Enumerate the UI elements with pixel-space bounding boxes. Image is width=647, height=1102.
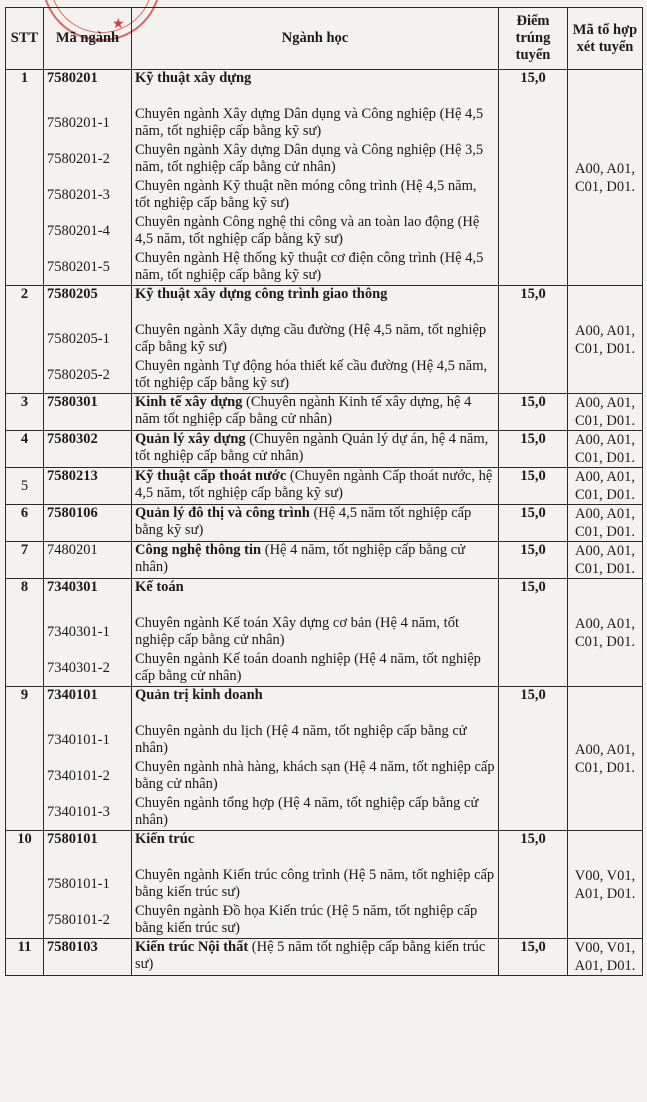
sub-major: Chuyên ngành Tự động hóa thiết kế cầu đường (Hệ 4,5 năm, tốt nghiệp cấp bằng kỹ sư) [132, 358, 499, 394]
major-title: Kiến trúc Nội thất [135, 939, 249, 955]
row-score: 15,0 [499, 70, 568, 286]
header-major: Ngành học [132, 8, 499, 70]
row-score: 15,0 [499, 542, 568, 579]
sub-major: Chuyên ngành nhà hàng, khách sạn (Hệ 4 năm, tốt nghiệp cấp bằng cử nhân) [132, 759, 499, 795]
major-title: Quản lý đô thị và công trình [135, 505, 310, 521]
sub-code: 7580101-2 [44, 903, 132, 939]
header-combo: Mã tổ hợp xét tuyển [568, 8, 643, 70]
row-major [132, 286, 499, 322]
row-major [132, 394, 499, 431]
sub-major: Chuyên ngành Đồ họa Kiến trúc (Hệ 5 năm, tốt nghiệp cấp bằng kiến trúc sư) [132, 903, 499, 939]
header-code: Mã ngành [44, 8, 132, 70]
row-stt: 2 [6, 286, 44, 394]
sub-code: 7580101-1 [44, 867, 132, 903]
sub-major: Chuyên ngành Xây dựng cầu đường (Hệ 4,5 năm, tốt nghiệp cấp bằng kỹ sư) [132, 322, 499, 358]
row-score: 15,0 [499, 286, 568, 394]
table-row [6, 431, 643, 468]
admission-score-table [5, 7, 643, 976]
row-code: 7580106 [44, 505, 132, 542]
row-code: 7340101 [44, 687, 132, 723]
major-note: (Chuyên ngành Cấp thoát nước, hệ 4,5 năm, tốt nghiệp cấp bằng kỹ sư) [135, 468, 493, 501]
table-row [6, 687, 643, 723]
sub-major: Chuyên ngành du lịch (Hệ 4 năm, tốt nghiệp cấp bằng cử nhân) [132, 723, 499, 759]
row-major [132, 542, 499, 579]
row-stt: 10 [6, 831, 44, 939]
sub-code: 7580201-1 [44, 106, 132, 142]
table-body [6, 70, 643, 976]
major-title: Kỹ thuật cấp thoát nước [135, 468, 287, 484]
row-combo: V00, V01, A01, D01. [568, 939, 643, 976]
row-stt: 3 [6, 394, 44, 431]
row-major [132, 70, 499, 106]
row-score: 15,0 [499, 687, 568, 831]
row-score: 15,0 [499, 939, 568, 976]
row-major [132, 505, 499, 542]
row-code: 7580201 [44, 70, 132, 106]
row-combo: A00, A01, C01, D01. [568, 542, 643, 579]
major-title: Quản trị kinh doanh [135, 687, 263, 703]
sub-major: Chuyên ngành Hệ thống kỹ thuật cơ điện công trình (Hệ 4,5 năm, tốt nghiệp cấp bằng kỹ sư) [132, 250, 499, 286]
table-row [6, 394, 643, 431]
major-title: Kế toán [135, 579, 184, 595]
major-title: Kinh tế xây dựng [135, 394, 243, 410]
row-major [132, 831, 499, 867]
row-combo: A00, A01, C01, D01. [568, 687, 643, 831]
table-row [6, 542, 643, 579]
table-row [6, 70, 643, 106]
row-combo: A00, A01, C01, D01. [568, 394, 643, 431]
major-note: (Chuyên ngành Kinh tế xây dựng, hệ 4 năm tốt nghiệp cấp bằng cử nhân) [135, 394, 472, 427]
sub-code: 7580201-4 [44, 214, 132, 250]
sub-major: Chuyên ngành Xây dựng Dân dụng và Công nghiệp (Hệ 3,5 năm, tốt nghiệp cấp bằng cử nhân) [132, 142, 499, 178]
row-stt: 1 [6, 70, 44, 286]
row-major [132, 687, 499, 723]
header-stt: STT [6, 8, 44, 70]
row-code: 7580302 [44, 431, 132, 468]
sub-major: Chuyên ngành tổng hợp (Hệ 4 năm, tốt nghiệp cấp bằng cử nhân) [132, 795, 499, 831]
row-combo: A00, A01, C01, D01. [568, 431, 643, 468]
table-row [6, 939, 643, 976]
sub-code: 7340101-1 [44, 723, 132, 759]
row-combo: A00, A01, C01, D01. [568, 286, 643, 394]
major-title: Quản lý xây dựng [135, 431, 246, 447]
row-major [132, 468, 499, 505]
sub-code: 7340301-1 [44, 615, 132, 651]
row-stt: 11 [6, 939, 44, 976]
major-title: Kiến trúc [135, 831, 195, 847]
table-row [6, 468, 643, 505]
row-code: 7580213 [44, 468, 132, 505]
sub-major: Chuyên ngành Kiến trúc công trình (Hệ 5 năm, tốt nghiệp cấp bằng kiến trúc sư) [132, 867, 499, 903]
major-note: (Hệ 5 năm tốt nghiệp cấp bằng kiến trúc sư) [135, 939, 486, 972]
row-major [132, 939, 499, 976]
table-row [6, 831, 643, 867]
sub-code: 7340101-3 [44, 795, 132, 831]
major-title: Công nghệ thông tin [135, 542, 262, 558]
stamp-star-icon: ★ [112, 17, 125, 32]
sub-major: Chuyên ngành Kế toán doanh nghiệp (Hệ 4 năm, tốt nghiệp cấp bằng cử nhân) [132, 651, 499, 687]
table-header-row [6, 8, 643, 70]
major-note: (Hệ 4,5 năm tốt nghiệp cấp bằng kỹ sư) [135, 505, 472, 538]
major-note: (Hệ 4 năm, tốt nghiệp cấp bằng cử nhân) [135, 542, 466, 575]
row-score: 15,0 [499, 831, 568, 939]
sub-code: 7340301-2 [44, 651, 132, 687]
header-score: Điểm trúng tuyển [499, 8, 568, 70]
row-score: 15,0 [499, 579, 568, 687]
row-score: 15,0 [499, 394, 568, 431]
sub-code: 7580205-2 [44, 358, 132, 394]
row-code: 7580101 [44, 831, 132, 867]
sub-code: 7340101-2 [44, 759, 132, 795]
major-title: Kỹ thuật xây dựng công trình giao thông [135, 286, 388, 302]
sub-code: 7580201-2 [44, 142, 132, 178]
row-stt: 6 [6, 505, 44, 542]
table-row [6, 286, 643, 322]
sub-code: 7580201-5 [44, 250, 132, 286]
row-code: 7580205 [44, 286, 132, 322]
row-score: 15,0 [499, 468, 568, 505]
row-code: 7340301 [44, 579, 132, 615]
row-code: 7480201 [44, 542, 132, 579]
row-combo: A00, A01, C01, D01. [568, 505, 643, 542]
row-score: 15,0 [499, 431, 568, 468]
sub-major: Chuyên ngành Công nghệ thi công và an toàn lao động (Hệ 4,5 năm, tốt nghiệp cấp bằng kỹ sư) [132, 214, 499, 250]
row-stt: 9 [6, 687, 44, 831]
row-score: 15,0 [499, 505, 568, 542]
major-title: Kỹ thuật xây dựng [135, 70, 252, 86]
sub-code: 7580201-3 [44, 178, 132, 214]
row-combo: V00, V01, A01, D01. [568, 831, 643, 939]
sub-major: Chuyên ngành Kế toán Xây dựng cơ bản (Hệ 4 năm, tốt nghiệp cấp bằng cử nhân) [132, 615, 499, 651]
row-stt: 5 [6, 468, 44, 505]
row-major [132, 431, 499, 468]
row-stt: 8 [6, 579, 44, 687]
table-row [6, 505, 643, 542]
row-stt: 4 [6, 431, 44, 468]
row-combo: A00, A01, C01, D01. [568, 579, 643, 687]
major-note: (Chuyên ngành Quản lý dự án, hệ 4 năm, tốt nghiệp cấp bằng cử nhân) [135, 431, 489, 464]
row-combo: A00, A01, C01, D01. [568, 468, 643, 505]
row-combo: A00, A01, C01, D01. [568, 70, 643, 286]
table-row [6, 579, 643, 615]
sub-code: 7580205-1 [44, 322, 132, 358]
row-code: 7580103 [44, 939, 132, 976]
row-major [132, 579, 499, 615]
sub-major: Chuyên ngành Kỹ thuật nền móng công trình (Hệ 4,5 năm, tốt nghiệp cấp bằng kỹ sư) [132, 178, 499, 214]
row-stt: 7 [6, 542, 44, 579]
sub-major: Chuyên ngành Xây dựng Dân dụng và Công nghiệp (Hệ 4,5 năm, tốt nghiệp cấp bằng kỹ sư) [132, 106, 499, 142]
row-code: 7580301 [44, 394, 132, 431]
